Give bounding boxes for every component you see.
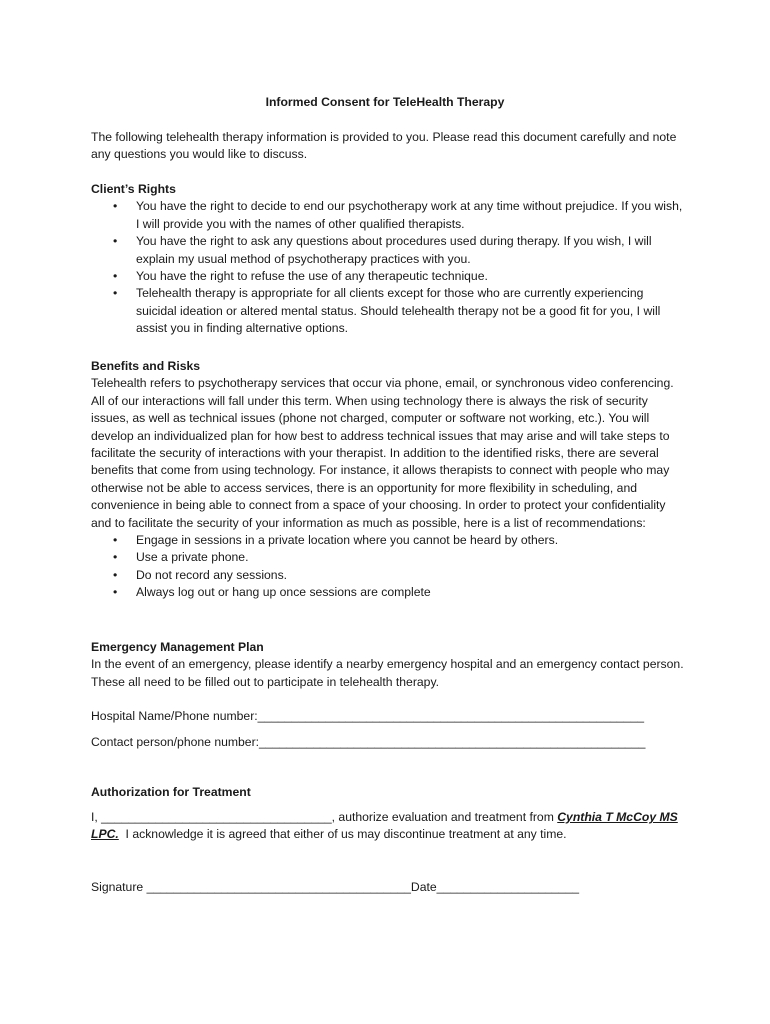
list-item bbox=[91, 567, 686, 584]
list-item-text: Always log out or hang up once sessions are complete bbox=[136, 585, 431, 600]
contact-input[interactable]: _________________________________________________________ bbox=[259, 735, 646, 749]
list-item-text: Telehealth therapy is appropriate for all clients except for those who are currently experiencing suicidal ideation or altered mental status. Should telehealth therapy not be a good fit for you, I will assist you in finding alternative options. bbox=[136, 286, 661, 336]
signature-input[interactable]: _______________________________________ bbox=[146, 880, 411, 894]
list-item bbox=[91, 584, 686, 601]
hospital-field-row bbox=[91, 708, 686, 725]
list-item-text: Do not record any sessions. bbox=[136, 567, 288, 582]
hospital-input[interactable]: _________________________________________________________ bbox=[257, 709, 645, 723]
client-name-input[interactable]: __________________________________ bbox=[101, 810, 332, 824]
rights-heading: Client’s Rights bbox=[91, 182, 176, 196]
list-item bbox=[91, 268, 686, 285]
benefits-section bbox=[91, 358, 686, 602]
bullet-icon: • bbox=[113, 269, 118, 284]
provider-name: Cynthia T McCoy MS LPC. bbox=[91, 810, 678, 842]
rights-section bbox=[91, 181, 686, 338]
emergency-paragraph: In the event of an emergency, please identify a nearby emergency hospital and an emergency contact person. These all need to be filled out to participate in telehealth therapy. bbox=[91, 657, 684, 689]
intro-section bbox=[91, 129, 686, 164]
list-item bbox=[91, 198, 686, 233]
bullet-icon: • bbox=[113, 567, 118, 582]
list-item-text: You have the right to decide to end our psychotherapy work at any time without prejudice. If you wish, I will provide you with the names of other qualified therapists. bbox=[136, 199, 683, 231]
bullet-icon: • bbox=[113, 199, 118, 214]
bullet-icon: • bbox=[113, 533, 118, 548]
signature-row bbox=[91, 879, 686, 896]
list-item-text: You have the right to refuse the use of any therapeutic technique. bbox=[136, 269, 488, 284]
emergency-section bbox=[91, 639, 686, 691]
hospital-label: Hospital Name/Phone number: bbox=[91, 709, 258, 723]
intro-paragraph: The following telehealth therapy information is provided to you. Please read this document carefully and note any questions you would like to discuss. bbox=[91, 130, 677, 162]
recommendations-list bbox=[91, 532, 686, 602]
list-item-text: Engage in sessions in a private location where you cannot be heard by others. bbox=[136, 533, 559, 548]
authorization-prefix: I, bbox=[91, 810, 98, 824]
list-item-text: Use a private phone. bbox=[136, 550, 249, 565]
bullet-icon: • bbox=[113, 550, 118, 565]
emergency-heading: Emergency Management Plan bbox=[91, 640, 264, 654]
list-item-text: You have the right to ask any questions about procedures used during therapy. If you wish, I will explain my usual method of psychotherapy practices with you. bbox=[136, 234, 652, 266]
authorization-section bbox=[91, 784, 686, 801]
date-input[interactable]: _____________________ bbox=[436, 880, 580, 894]
authorization-middle: , authorize evaluation and treatment from bbox=[331, 810, 554, 824]
benefits-paragraph: Telehealth refers to psychotherapy services that occur via phone, email, or synchronous video conferencing. All of our interactions will fall under this term. When using technology there is always the risk of security issues, as well as technical issues (phone not charged, computer or software not working, etc.). You will develop an individualized plan for how best to address technical issues that may arise and will take steps to facilitate the security of interactions with your therapist. In addition to the identified risks, there are several benefits that come from using technology. For instance, it allows therapists to connect with people who may otherwise not be able to access services, there is an opportunity for more flexibility in scheduling, and convenience in being able to connect from a space of your choosing. In order to protect your confidentiality and to facilitate the security of your information as much as possible, here is a list of recommendations: bbox=[91, 376, 674, 530]
authorization-heading: Authorization for Treatment bbox=[91, 785, 251, 799]
list-item bbox=[91, 532, 686, 549]
list-item bbox=[91, 549, 686, 566]
authorization-paragraph bbox=[91, 809, 686, 844]
bullet-icon: • bbox=[113, 286, 118, 301]
authorization-suffix: I acknowledge it is agreed that either of us may discontinue treatment at any time. bbox=[125, 827, 567, 842]
rights-list bbox=[91, 198, 686, 337]
document-title: Informed Consent for TeleHealth Therapy bbox=[265, 95, 505, 109]
contact-label: Contact person/phone number: bbox=[91, 735, 260, 749]
date-label: Date bbox=[410, 880, 437, 894]
bullet-icon: • bbox=[113, 585, 118, 600]
benefits-heading: Benefits and Risks bbox=[91, 359, 201, 373]
contact-field-row bbox=[91, 734, 686, 751]
list-item bbox=[91, 285, 686, 337]
bullet-icon: • bbox=[113, 234, 118, 249]
list-item bbox=[91, 233, 686, 268]
authorization-statement bbox=[91, 809, 686, 844]
signature-label: Signature bbox=[91, 880, 144, 894]
